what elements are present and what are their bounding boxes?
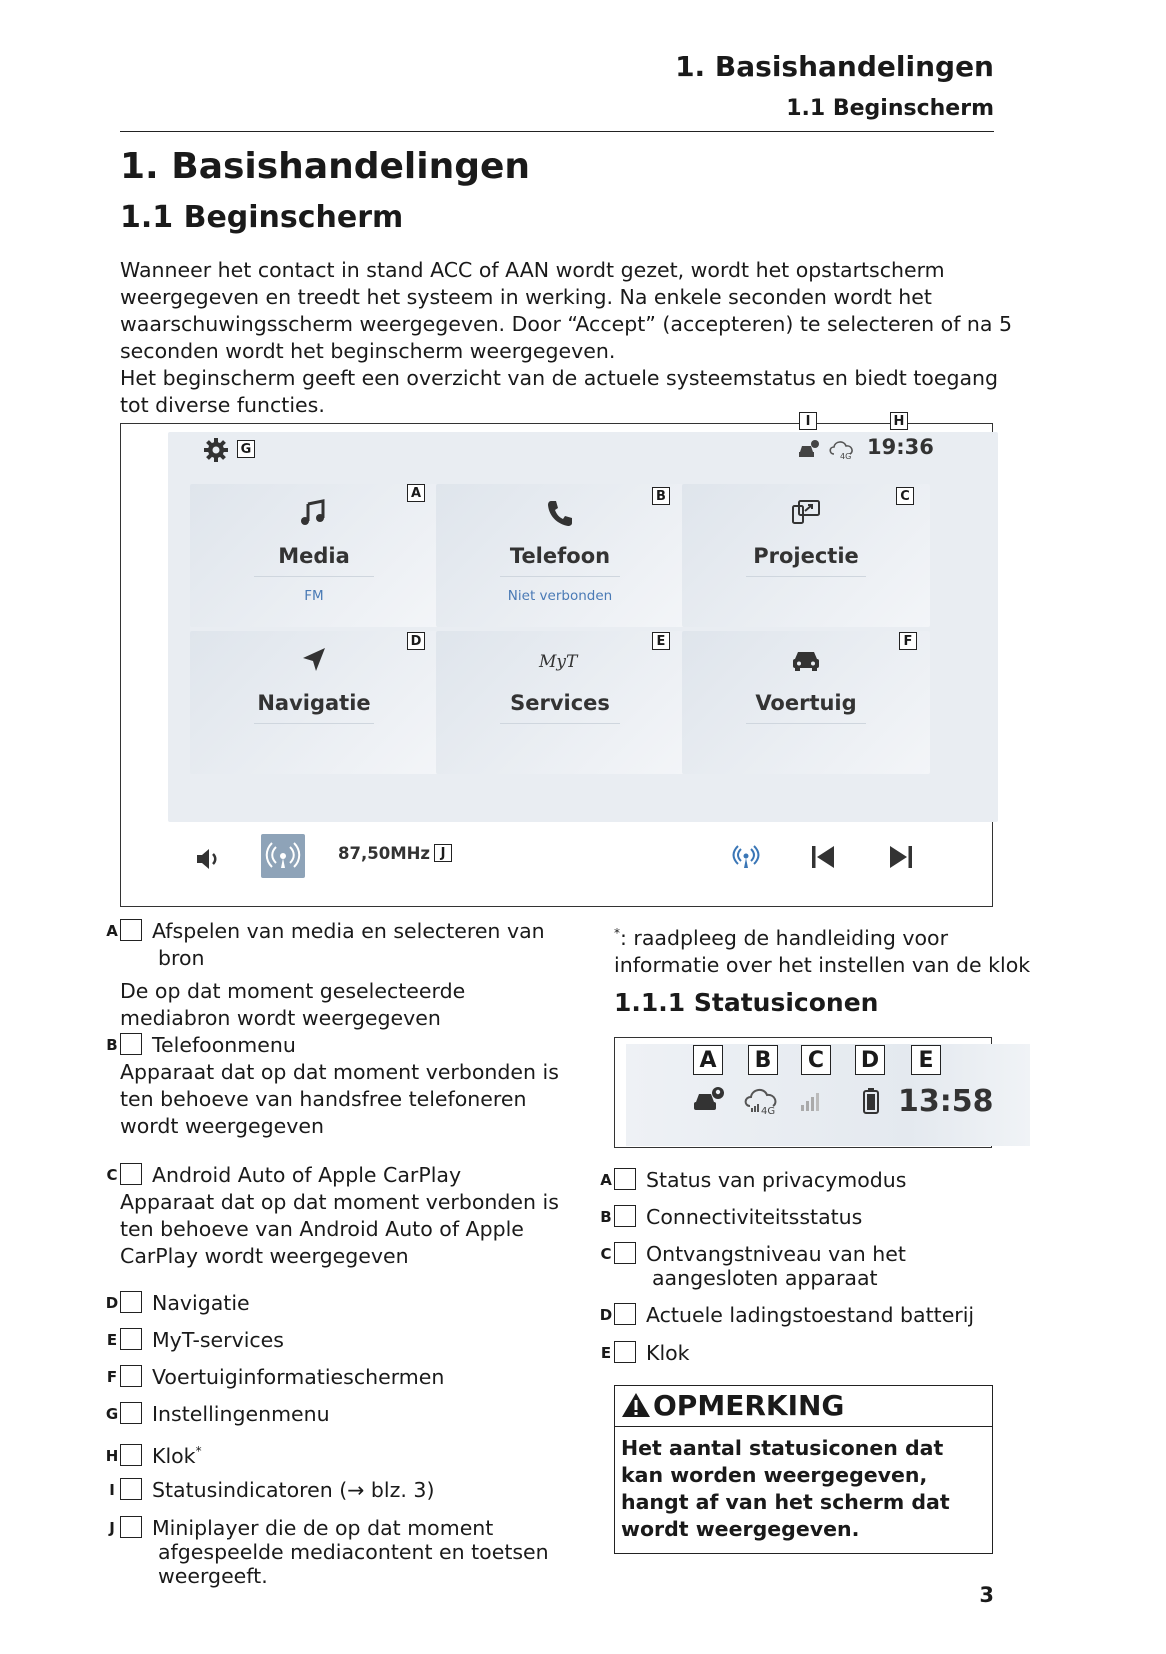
status-callout-d: D	[855, 1045, 885, 1075]
callout-g: G	[237, 440, 255, 458]
legend-title-text: Instellingenmenu	[152, 1402, 330, 1426]
legend-letter-box: I	[120, 1478, 142, 1500]
legend-item-g	[105, 1401, 560, 1428]
broadcast-icon	[261, 834, 305, 878]
tile-label: Services	[510, 691, 610, 715]
callout-d: D	[407, 632, 425, 650]
tile-divider	[254, 723, 374, 724]
legend-desc: Apparaat dat op dat moment verbonden is ten behoeve van Android Auto of Apple CarPlay wordt weergegeven	[120, 1190, 559, 1268]
status-item-text: Status van privacymodus	[646, 1168, 907, 1192]
legend-title	[106, 1162, 560, 1189]
status-item-b	[600, 1205, 1014, 1229]
legend-letter-box: B	[120, 1033, 142, 1055]
broadcast-source-icon[interactable]	[730, 841, 762, 877]
privacy-car-icon	[797, 437, 821, 465]
footnote-marker: *	[195, 1444, 202, 1458]
legend-title-text: Klok	[152, 1443, 196, 1468]
intro-text	[120, 257, 1020, 419]
status-callout-a: A	[693, 1045, 723, 1075]
footnote-mark: *	[614, 926, 620, 940]
signal-strength-icon	[798, 1088, 828, 1118]
status-callout-b: B	[748, 1045, 778, 1075]
section-title: 1.1 Beginscherm	[120, 200, 404, 235]
legend-letter-box: F	[120, 1365, 142, 1387]
legend-letter-box: D	[120, 1291, 142, 1313]
status-network-label: 4G	[761, 1106, 776, 1116]
status-item-text: Ontvangstniveau van het aangesloten apparaat	[646, 1242, 906, 1290]
legend-item-c	[106, 1162, 560, 1270]
legend-title-text: Statusindicatoren (→ blz. 3)	[152, 1478, 435, 1502]
legend-title	[106, 918, 560, 972]
callout-i: I	[799, 412, 817, 430]
legend-letter-box: E	[120, 1328, 142, 1350]
connectivity-cloud-icon	[743, 1084, 785, 1120]
miniplayer-bar	[168, 822, 998, 898]
status-item-text: Connectiviteitsstatus	[646, 1205, 863, 1229]
tile-subtext: Niet verbonden	[507, 588, 613, 604]
page-number: 3	[979, 1583, 994, 1607]
legend-title-text: Afspelen van media en selecteren van bron	[152, 919, 545, 970]
legend-item-a	[106, 918, 560, 1032]
legend-title	[106, 1032, 560, 1059]
tile-divider	[746, 576, 866, 577]
previous-track-icon[interactable]	[808, 842, 838, 876]
footnote	[614, 920, 1044, 979]
legend-title-text: Voertuiginformatieschermen	[152, 1365, 445, 1389]
footnote-text: : raadpleeg de handleiding voor informatie over het instellen van de klok	[614, 925, 1031, 977]
navigation-arrow-icon	[190, 645, 438, 679]
legend-letter-box: A	[120, 919, 142, 941]
tile-telefoon[interactable]	[436, 484, 684, 627]
legend-desc: Apparaat dat op dat moment verbonden is ten behoeve van handsfree telefoneren wordt weergegeven	[120, 1060, 559, 1138]
callout-j: J	[434, 844, 452, 862]
status-item-a	[600, 1168, 1014, 1192]
tile-divider	[500, 723, 620, 724]
tile-label: Navigatie	[257, 691, 371, 715]
tile-label: Media	[278, 544, 350, 568]
legend-letter-box: C	[614, 1242, 636, 1264]
tile-voertuig[interactable]	[682, 631, 930, 774]
legend-letter-box: A	[614, 1168, 636, 1190]
callout-c: C	[896, 487, 914, 505]
legend-item-b	[106, 1032, 560, 1140]
tile-label: Voertuig	[755, 691, 857, 715]
projection-icon	[682, 498, 930, 532]
myt-logo-text: MyT	[539, 652, 578, 672]
status-clock: 13:58	[898, 1084, 994, 1119]
privacy-mode-icon	[692, 1084, 726, 1118]
note-header	[615, 1386, 992, 1427]
next-track-icon[interactable]	[886, 842, 916, 876]
tile-navigatie[interactable]	[190, 631, 438, 774]
legend-letter-box: H	[120, 1444, 142, 1466]
legend-item-i	[109, 1477, 560, 1504]
tile-label: Telefoon	[509, 544, 611, 568]
header-rule	[120, 131, 994, 132]
status-item-c	[600, 1242, 914, 1290]
callout-f: F	[899, 632, 917, 650]
legend-item-e	[106, 1327, 560, 1354]
intro-paragraph-2: Het beginscherm geeft een overzicht van de actuele systeemstatus en biedt toegang tot diverse functies.	[120, 366, 999, 417]
clock-time: 19:36	[867, 435, 934, 459]
warning-triangle-icon	[621, 1391, 651, 1428]
cloud-4g-icon	[828, 438, 858, 464]
frequency-label: 87,50MHz	[338, 844, 431, 863]
tile-projectie[interactable]	[682, 484, 930, 627]
status-callout-e: E	[911, 1045, 941, 1075]
tile-services[interactable]	[436, 631, 684, 774]
legend-title-text: Android Auto of Apple CarPlay	[152, 1163, 462, 1187]
volume-icon[interactable]	[194, 844, 224, 878]
status-item-text: Actuele ladingstoestand batterij	[646, 1303, 975, 1327]
legend-desc: De op dat moment geselecteerde mediabron wordt weergegeven	[120, 979, 466, 1030]
page-title: 1. Basishandelingen	[120, 146, 531, 187]
note-box	[614, 1385, 993, 1554]
status-bar	[626, 1044, 1030, 1146]
home-screen	[168, 414, 998, 822]
legend-letter-box: J	[120, 1516, 142, 1538]
status-item-text: Klok	[646, 1341, 690, 1365]
legend-letter-box: E	[614, 1341, 636, 1363]
legend-title-text: Telefoonmenu	[152, 1033, 296, 1057]
callout-h: H	[890, 412, 908, 430]
legend-title-text: Navigatie	[152, 1291, 250, 1315]
legend-item-f	[106, 1364, 560, 1391]
tile-divider	[500, 576, 620, 577]
battery-icon	[860, 1086, 882, 1120]
legend-letter-box: G	[120, 1402, 142, 1424]
myt-logo-icon	[436, 645, 684, 679]
legend-letter-box: C	[120, 1163, 142, 1185]
tile-divider	[746, 723, 866, 724]
legend-letter-box: D	[614, 1303, 636, 1325]
running-header-section: 1.1 Beginscherm	[786, 96, 994, 121]
settings-gear-icon[interactable]	[202, 436, 230, 468]
status-icons-heading: 1.1.1 Statusiconen	[614, 988, 879, 1017]
callout-b: B	[652, 487, 670, 505]
tile-label: Projectie	[753, 544, 859, 568]
legend-title-text: Miniplayer die de op dat moment afgespeelde mediacontent en toetsen weergeeft.	[152, 1516, 549, 1588]
callout-e: E	[652, 632, 670, 650]
network-label: 4G	[840, 452, 852, 460]
tile-divider	[254, 576, 374, 577]
legend-item-d	[105, 1290, 560, 1317]
tile-subtext: FM	[304, 588, 324, 604]
status-item-e	[600, 1341, 1014, 1365]
legend-title-text: MyT-services	[152, 1328, 284, 1352]
legend-letter-box: B	[614, 1205, 636, 1227]
note-heading: OPMERKING	[653, 1389, 845, 1422]
car-icon	[682, 645, 930, 679]
note-body: Het aantal statusiconen dat kan worden weergegeven, hangt af van het scherm dat wordt weergegeven.	[621, 1436, 950, 1541]
legend-item-j	[109, 1516, 560, 1588]
running-header-chapter: 1. Basishandelingen	[675, 50, 994, 83]
radio-source-button[interactable]	[261, 834, 305, 878]
tile-media[interactable]	[190, 484, 438, 627]
music-note-icon	[190, 498, 438, 532]
legend-item-h	[105, 1438, 560, 1470]
phone-icon	[436, 498, 684, 532]
status-callout-c: C	[801, 1045, 831, 1075]
status-item-d	[599, 1303, 1014, 1327]
intro-paragraph-1: Wanneer het contact in stand ACC of AAN wordt gezet, wordt het opstartscherm weergegeven en treedt het systeem in werking. Na enkele seconden wordt het waarschuwingsscherm weergegeven. Door “Accept” (accepteren) te selecteren of na 5 seconden wordt het beginscherm weergegeven.	[120, 258, 1013, 363]
callout-a: A	[407, 484, 425, 502]
